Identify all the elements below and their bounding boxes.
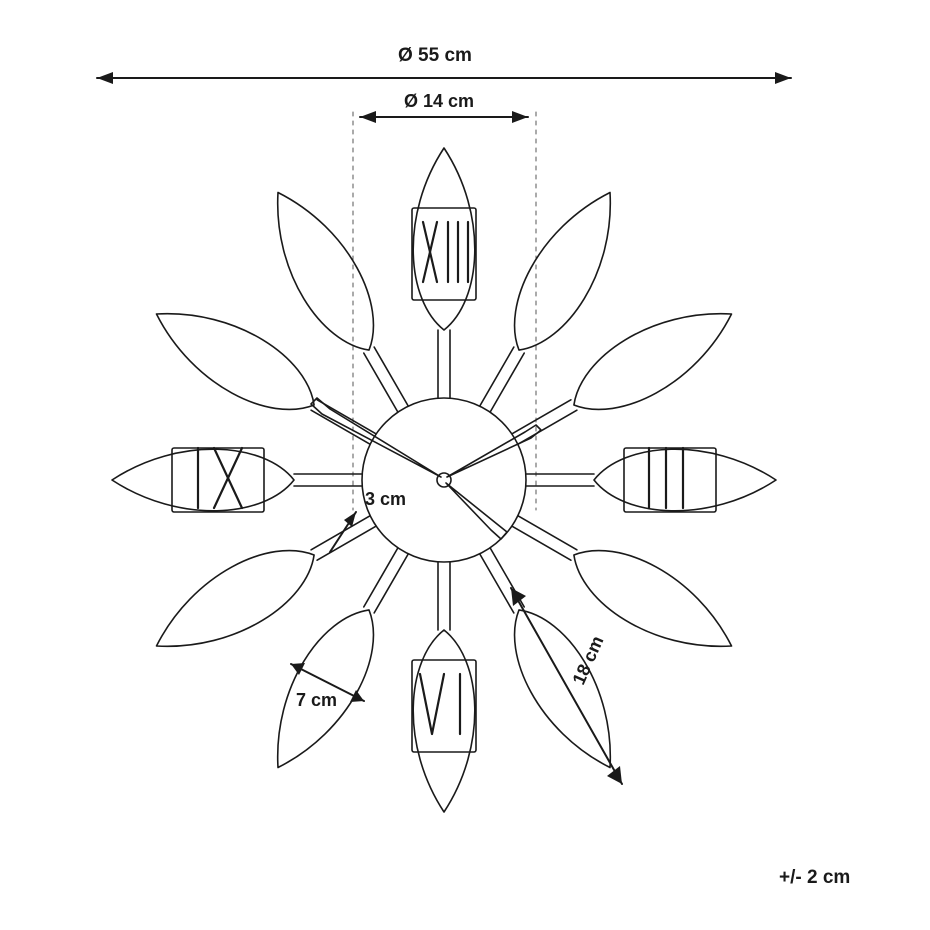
label-tolerance: +/- 2 cm <box>779 867 851 888</box>
clock-hands <box>311 398 541 539</box>
petal-12 <box>412 148 476 398</box>
dimension-outer-diameter <box>97 72 791 84</box>
numeral-xii <box>423 222 468 282</box>
label-hub-diameter: 3 cm <box>365 489 407 509</box>
label-petal-width: 7 cm <box>296 690 338 710</box>
petal-9 <box>112 448 362 512</box>
numeral-vi <box>420 674 460 734</box>
petal-3 <box>526 448 776 512</box>
petal-4 <box>500 494 747 672</box>
guide-lines <box>353 112 536 510</box>
petal-1 <box>458 177 636 424</box>
dimension-dial-diameter <box>360 111 528 123</box>
petal-6 <box>412 562 476 812</box>
numeral-ix <box>198 448 242 508</box>
label-dial-diameter: Ø 14 cm <box>404 91 475 111</box>
label-petal-length: 18 cm <box>568 632 608 688</box>
label-outer-diameter: Ø 55 cm <box>398 45 472 66</box>
petals <box>112 148 776 812</box>
petal-7 <box>251 536 429 783</box>
petal-5 <box>458 536 636 783</box>
petal-11 <box>251 177 429 424</box>
numeral-iii <box>649 448 683 508</box>
petal-10 <box>141 287 388 465</box>
petal-2 <box>500 287 747 465</box>
